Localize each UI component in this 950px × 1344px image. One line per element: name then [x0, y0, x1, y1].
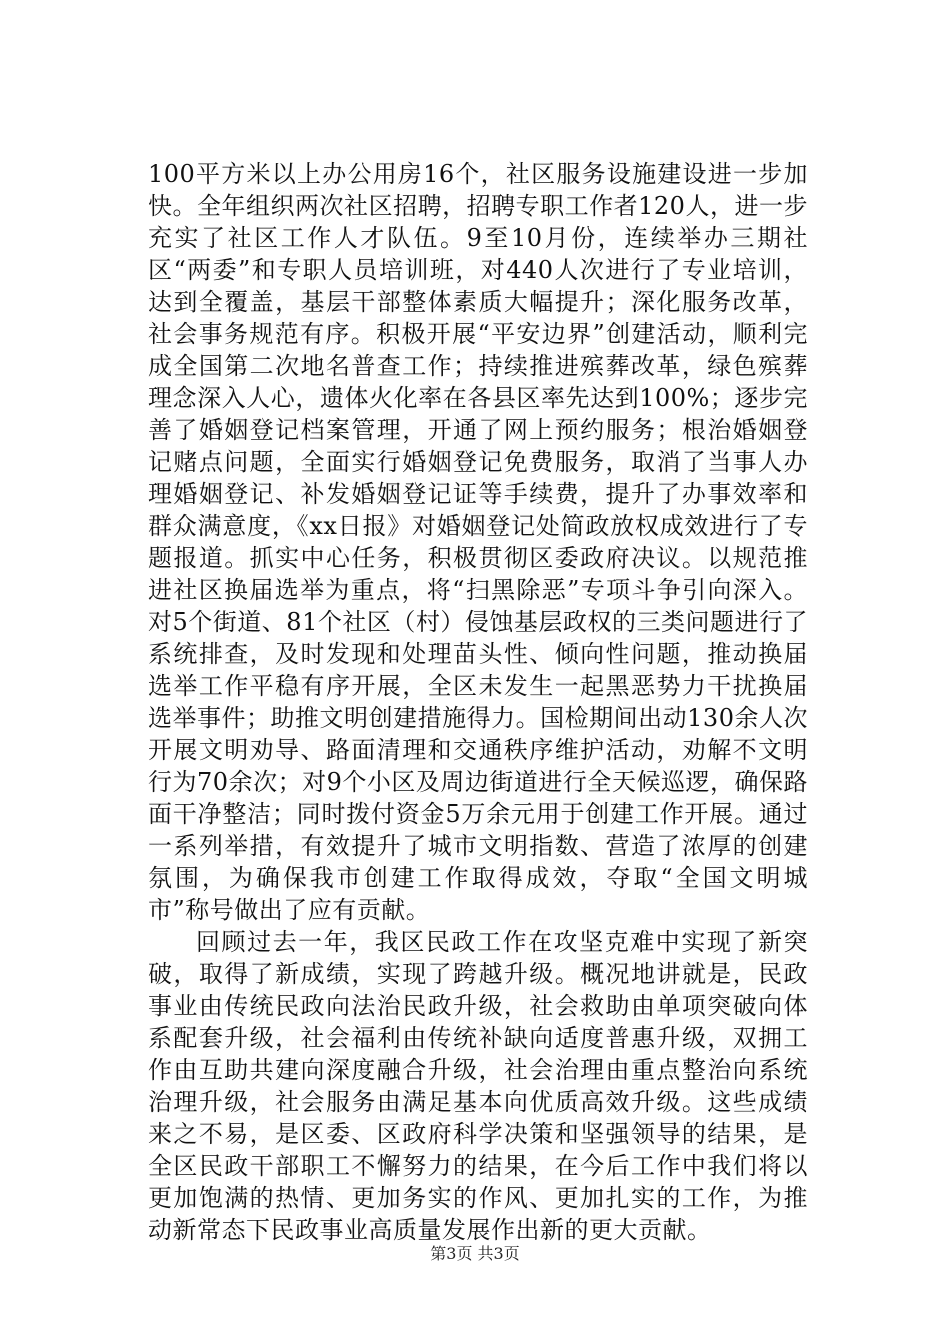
- document-body: [148, 158, 808, 1246]
- paragraph-continuation: 100平方米以上办公用房16个，社区服务设施建设进一步加快。全年组织两次社区招聘，招聘专职工作者120人，进一步充实了社区工作人才队伍。9至10月份，连续举办三期社区“两委”和专职人员培训班，对440人次进行了专业培训，达到全覆盖，基层干部整体素质大幅提升；深化服务改革，社会事务规范有序。积极开展“平安边界”创建活动，顺利完成全国第二次地名普查工作；持续推进殡葬改革，绿色殡葬理念深入人心，遗体火化率在各县区率先达到100%；逐步完善了婚姻登记档案管理，开通了网上预约服务；根治婚姻登记赌点问题，全面实行婚姻登记免费服务，取消了当事人办理婚姻登记、补发婚姻登记证等手续费，提升了办事效率和群众满意度，《xx日报》对婚姻登记处简政放权成效进行了专题报道。抓实中心任务，积极贯彻区委政府决议。以规范推进社区换届选举为重点，将“扫黑除恶”专项斗争引向深入。对5个街道、81个社区（村）侵蚀基层政权的三类问题进行了系统排查，及时发现和处理苗头性、倾向性问题，推动换届选举工作平稳有序开展，全区未发生一起黑恶势力干扰换届选举事件；助推文明创建措施得力。国检期间出动130余人次开展文明劝导、路面清理和交通秩序维护活动，劝解不文明行为70余次；对9个小区及周边街道进行全天候巡逻，确保路面干净整洁；同时拨付资金5万余元用于创建工作开展。通过一系列举措，有效提升了城市文明指数、营造了浓厚的创建氛围，为确保我市创建工作取得成效，夺取“全国文明城市”称号做出了应有贡献。: [148, 160, 808, 924]
- page-footer: 第3页 共3页: [430, 1244, 520, 1263]
- paragraph-review: 回顾过去一年，我区民政工作在攻坚克难中实现了新突破，取得了新成绩，实现了跨越升级。概况地讲就是，民政事业由传统民政向法治民政升级，社会救助由单项突破向体系配套升级，社会福利由传统补缺向适度普惠升级，双拥工作由互助共建向深度融合升级，社会治理由重点整治向系统治理升级，社会服务由满足基本向优质高效升级。这些成绩来之不易，是区委、区政府科学决策和坚强领导的结果，是全区民政干部职工不懈努力的结果，在今后工作中我们将以更加饱满的热情、更加务实的作风、更加扎实的工作，为推动新常态下民政事业高质量发展作出新的更大贡献。: [148, 928, 808, 1244]
